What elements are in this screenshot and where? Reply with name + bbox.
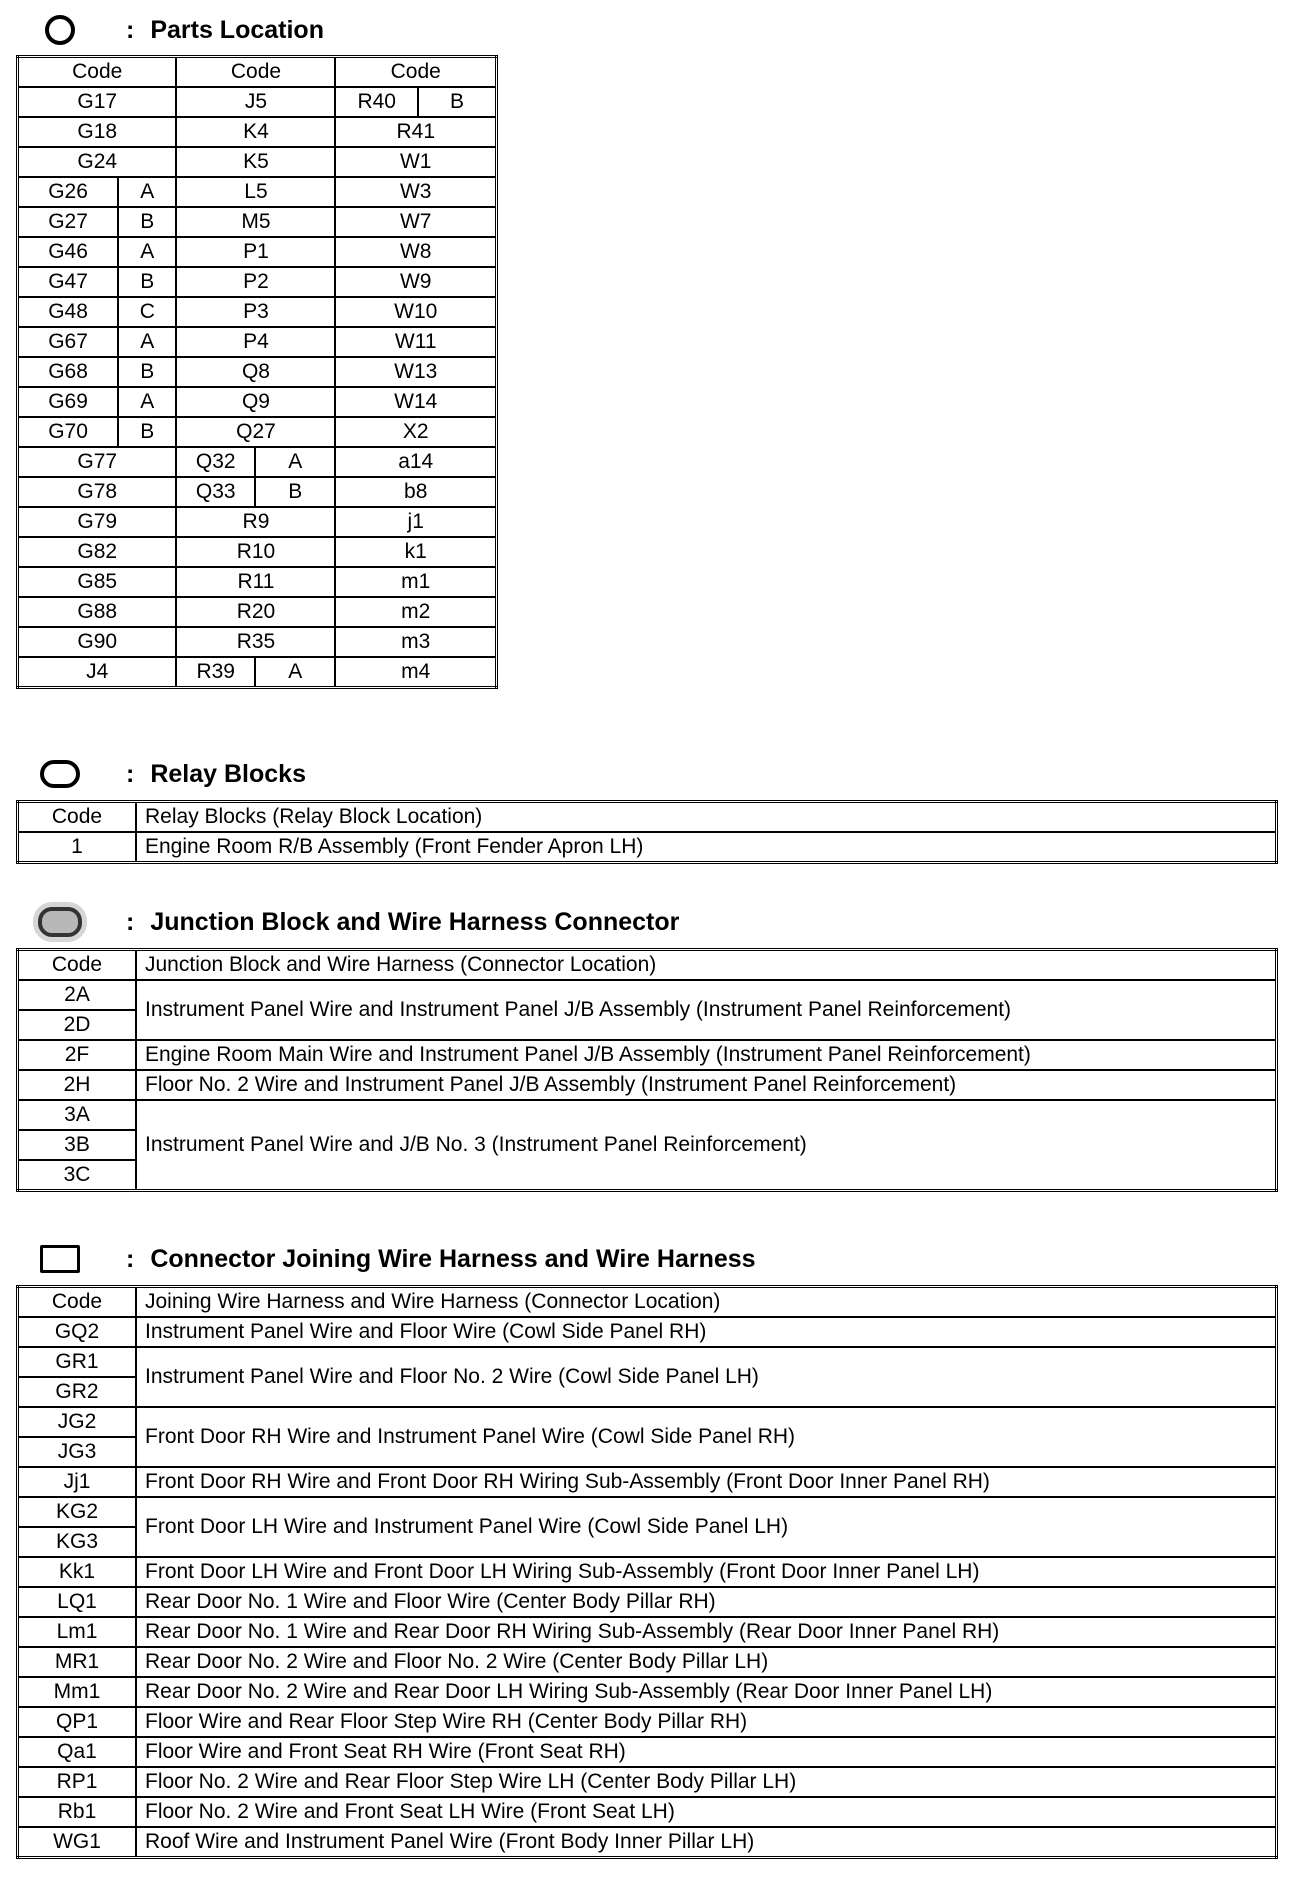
part-code: G17	[18, 87, 177, 117]
table-row	[18, 832, 1277, 863]
part-code: G88	[18, 597, 177, 627]
part-code: G48	[18, 297, 119, 327]
column-header-code: Code	[18, 802, 137, 833]
column-header-code: Code	[18, 1287, 137, 1318]
table-row	[18, 297, 497, 327]
part-code: R39	[176, 657, 254, 688]
part-subcode: B	[118, 417, 176, 447]
part-subcode: B	[118, 267, 176, 297]
junction-block-title: Junction Block and Wire Harness Connector	[150, 907, 680, 936]
connector-location: Instrument Panel Wire and Floor Wire (Cowl Side Panel RH)	[136, 1317, 1277, 1347]
part-code: G78	[18, 477, 177, 507]
connector-location: Floor Wire and Front Seat RH Wire (Front Seat RH)	[136, 1737, 1277, 1767]
connector-location: Rear Door No. 2 Wire and Rear Door LH Wiring Sub-Assembly (Rear Door Inner Panel LH)	[136, 1677, 1277, 1707]
part-code: G70	[18, 417, 119, 447]
part-code: G90	[18, 627, 177, 657]
connector-code: KG3	[18, 1527, 137, 1557]
table-row	[18, 1587, 1277, 1617]
connector-location: Floor Wire and Rear Floor Step Wire RH (Center Body Pillar RH)	[136, 1707, 1277, 1737]
connector-location: Rear Door No. 1 Wire and Rear Door RH Wiring Sub-Assembly (Rear Door Inner Panel RH)	[136, 1617, 1277, 1647]
connector-code: 3A	[18, 1100, 137, 1130]
connector-code: Mm1	[18, 1677, 137, 1707]
table-row	[18, 1100, 1277, 1130]
table-row	[18, 1557, 1277, 1587]
connector-code: Lm1	[18, 1617, 137, 1647]
part-subcode: A	[118, 177, 176, 207]
part-code: G18	[18, 117, 177, 147]
relay-blocks-table	[16, 800, 1278, 864]
part-code: G82	[18, 537, 177, 567]
table-row	[18, 1797, 1277, 1827]
part-code: W7	[335, 207, 496, 237]
part-code: W8	[335, 237, 496, 267]
connector-code: MR1	[18, 1647, 137, 1677]
table-row	[18, 357, 497, 387]
part-code: G79	[18, 507, 177, 537]
part-subcode: B	[418, 87, 497, 117]
part-subcode: B	[118, 207, 176, 237]
part-code: M5	[176, 207, 335, 237]
relay-blocks-heading	[30, 754, 306, 794]
part-code: J4	[18, 657, 177, 688]
connector-location: Front Door LH Wire and Front Door LH Wiring Sub-Assembly (Front Door Inner Panel LH)	[136, 1557, 1277, 1587]
part-code: L5	[176, 177, 335, 207]
heading-colon: :	[126, 15, 135, 44]
part-code: K4	[176, 117, 335, 147]
connector-code: Rb1	[18, 1797, 137, 1827]
table-row	[18, 477, 497, 507]
connector-location: Instrument Panel Wire and Floor No. 2 Wire (Cowl Side Panel LH)	[136, 1347, 1277, 1407]
column-header: Code	[176, 57, 335, 88]
part-code: Q9	[176, 387, 335, 417]
header-row	[18, 57, 497, 88]
part-code: X2	[335, 417, 496, 447]
part-code: a14	[335, 447, 496, 477]
table-row	[18, 327, 497, 357]
shaded-rounded-rect-icon	[38, 907, 82, 937]
part-code: R20	[176, 597, 335, 627]
part-code: P2	[176, 267, 335, 297]
part-code: W9	[335, 267, 496, 297]
part-subcode: C	[118, 297, 176, 327]
part-code: G26	[18, 177, 119, 207]
part-code: G77	[18, 447, 177, 477]
part-code: R41	[335, 117, 496, 147]
table-row	[18, 1767, 1277, 1797]
part-code: W11	[335, 327, 496, 357]
connector-code: RP1	[18, 1767, 137, 1797]
column-header-code: Code	[18, 950, 137, 981]
connector-location: Engine Room Main Wire and Instrument Panel J/B Assembly (Instrument Panel Reinforcement)	[136, 1040, 1277, 1070]
part-code: R10	[176, 537, 335, 567]
table-row	[18, 1497, 1277, 1527]
heading-colon: :	[126, 1244, 135, 1273]
connector-location: Front Door LH Wire and Instrument Panel Wire (Cowl Side Panel LH)	[136, 1497, 1277, 1557]
column-header: Code	[18, 57, 177, 88]
relay-blocks-title: Relay Blocks	[150, 759, 306, 788]
connector-code: Qa1	[18, 1737, 137, 1767]
part-code: G24	[18, 147, 177, 177]
connector-code: Kk1	[18, 1557, 137, 1587]
connector-table	[16, 1285, 1278, 1859]
connector-code: WG1	[18, 1827, 137, 1858]
connector-code: 3B	[18, 1130, 137, 1160]
table-row	[18, 627, 497, 657]
table-row	[18, 980, 1277, 1010]
junction-block-table	[16, 948, 1278, 1192]
table-row	[18, 507, 497, 537]
connector-code: 3C	[18, 1160, 137, 1191]
part-code: K5	[176, 147, 335, 177]
part-code: m3	[335, 627, 496, 657]
connector-code: 2A	[18, 980, 137, 1010]
connector-location: Floor No. 2 Wire and Instrument Panel J/B Assembly (Instrument Panel Reinforcement)	[136, 1070, 1277, 1100]
part-code: W3	[335, 177, 496, 207]
connector-code: 2H	[18, 1070, 137, 1100]
connector-location: Rear Door No. 1 Wire and Floor Wire (Center Body Pillar RH)	[136, 1587, 1277, 1617]
square-icon	[40, 1245, 80, 1273]
column-header-location: Junction Block and Wire Harness (Connector Location)	[136, 950, 1277, 981]
part-code: Q32	[176, 447, 254, 477]
table-row	[18, 1737, 1277, 1767]
part-code: m1	[335, 567, 496, 597]
part-code: Q33	[176, 477, 254, 507]
part-code: G67	[18, 327, 119, 357]
connector-location: Instrument Panel Wire and J/B No. 3 (Instrument Panel Reinforcement)	[136, 1100, 1277, 1191]
connector-code: JG3	[18, 1437, 137, 1467]
part-subcode: A	[255, 657, 336, 688]
table-row	[18, 117, 497, 147]
part-code: W10	[335, 297, 496, 327]
part-subcode: A	[255, 447, 336, 477]
table-row	[18, 237, 497, 267]
part-code: R35	[176, 627, 335, 657]
table-row	[18, 1070, 1277, 1100]
part-code: m4	[335, 657, 496, 688]
connector-location: Engine Room R/B Assembly (Front Fender Apron LH)	[136, 832, 1277, 863]
table-row	[18, 1347, 1277, 1377]
connector-code: 2D	[18, 1010, 137, 1040]
parts-location-heading	[30, 10, 324, 50]
table-row	[18, 537, 497, 567]
header-row	[18, 802, 1277, 833]
connector-location: Front Door RH Wire and Instrument Panel Wire (Cowl Side Panel RH)	[136, 1407, 1277, 1467]
table-row	[18, 207, 497, 237]
part-subcode: B	[118, 357, 176, 387]
part-code: P1	[176, 237, 335, 267]
part-code: P3	[176, 297, 335, 327]
junction-block-heading	[30, 902, 679, 942]
parts-location-table	[16, 55, 498, 689]
table-row	[18, 147, 497, 177]
connector-code: GR2	[18, 1377, 137, 1407]
column-header: Code	[335, 57, 496, 88]
column-header-location: Relay Blocks (Relay Block Location)	[136, 802, 1277, 833]
circle-icon	[45, 15, 75, 45]
parts-location-title: Parts Location	[150, 15, 324, 44]
table-row	[18, 1617, 1277, 1647]
connector-code: 2F	[18, 1040, 137, 1070]
table-row	[18, 87, 497, 117]
rounded-rect-icon	[40, 760, 80, 788]
part-code: G27	[18, 207, 119, 237]
table-row	[18, 1407, 1277, 1437]
table-row	[18, 267, 497, 297]
connector-code: JG2	[18, 1407, 137, 1437]
part-code: Q8	[176, 357, 335, 387]
heading-colon: :	[126, 907, 135, 936]
connector-code: 1	[18, 832, 137, 863]
part-subcode: B	[255, 477, 336, 507]
connector-code: Jj1	[18, 1467, 137, 1497]
part-code: j1	[335, 507, 496, 537]
part-code: W13	[335, 357, 496, 387]
part-code: R11	[176, 567, 335, 597]
table-row	[18, 1467, 1277, 1497]
table-row	[18, 1707, 1277, 1737]
table-row	[18, 597, 497, 627]
part-code: G85	[18, 567, 177, 597]
table-row	[18, 1647, 1277, 1677]
table-row	[18, 657, 497, 688]
heading-colon: :	[126, 759, 135, 788]
part-subcode: A	[118, 327, 176, 357]
connector-code: QP1	[18, 1707, 137, 1737]
table-row	[18, 1677, 1277, 1707]
part-code: G46	[18, 237, 119, 267]
table-row	[18, 1317, 1277, 1347]
table-row	[18, 567, 497, 597]
table-row	[18, 177, 497, 207]
part-subcode: A	[118, 237, 176, 267]
table-row	[18, 417, 497, 447]
table-row	[18, 387, 497, 417]
connector-location: Rear Door No. 2 Wire and Floor No. 2 Wire (Center Body Pillar LH)	[136, 1647, 1277, 1677]
part-code: m2	[335, 597, 496, 627]
connector-location: Instrument Panel Wire and Instrument Panel J/B Assembly (Instrument Panel Reinforcement)	[136, 980, 1277, 1040]
column-header-location: Joining Wire Harness and Wire Harness (Connector Location)	[136, 1287, 1277, 1318]
part-code: W1	[335, 147, 496, 177]
part-code: W14	[335, 387, 496, 417]
connector-location: Front Door RH Wire and Front Door RH Wiring Sub-Assembly (Front Door Inner Panel RH)	[136, 1467, 1277, 1497]
header-row	[18, 950, 1277, 981]
part-code: G68	[18, 357, 119, 387]
part-code: R40	[335, 87, 418, 117]
part-code: G47	[18, 267, 119, 297]
part-code: J5	[176, 87, 335, 117]
connector-heading	[30, 1239, 756, 1279]
part-code: R9	[176, 507, 335, 537]
part-code: k1	[335, 537, 496, 567]
connector-location: Floor No. 2 Wire and Rear Floor Step Wire LH (Center Body Pillar LH)	[136, 1767, 1277, 1797]
table-row	[18, 1827, 1277, 1858]
part-code: P4	[176, 327, 335, 357]
connector-title: Connector Joining Wire Harness and Wire Harness	[150, 1244, 756, 1273]
part-code: G69	[18, 387, 119, 417]
table-row	[18, 1040, 1277, 1070]
connector-code: KG2	[18, 1497, 137, 1527]
part-code: b8	[335, 477, 496, 507]
part-subcode: A	[118, 387, 176, 417]
table-row	[18, 447, 497, 477]
header-row	[18, 1287, 1277, 1318]
connector-location: Floor No. 2 Wire and Front Seat LH Wire (Front Seat LH)	[136, 1797, 1277, 1827]
connector-code: LQ1	[18, 1587, 137, 1617]
part-code: Q27	[176, 417, 335, 447]
connector-code: GR1	[18, 1347, 137, 1377]
connector-location: Roof Wire and Instrument Panel Wire (Front Body Inner Pillar LH)	[136, 1827, 1277, 1858]
connector-code: GQ2	[18, 1317, 137, 1347]
